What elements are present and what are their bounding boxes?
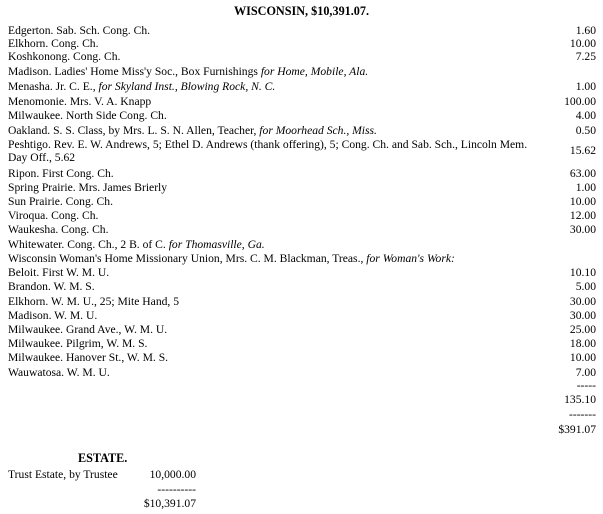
entry-amount: 30.00: [569, 309, 596, 322]
list-item: [8, 280, 596, 293]
entry-text: Ripon. First Cong. Ch.: [8, 167, 114, 180]
section-heading: WISCONSIN, $10,391.07.: [233, 4, 370, 18]
entry-text: Wisconsin Woman's Home Missionary Union, Mrs. C. M. Blackman, Treas.,: [8, 252, 367, 265]
entry-text: Milwaukee. Hanover St., W. M. S.: [8, 351, 169, 364]
entry-text: Milwaukee. Grand Ave., W. M. U.: [8, 323, 168, 336]
entry-text: Waukesha. Cong. Ch.: [8, 223, 109, 236]
entry-text: Whitewater. Cong. Ch., 2 B. of C.: [8, 238, 169, 251]
entry-text: Elkhorn. W. M. U., 25; Mite Hand, 5: [8, 295, 180, 308]
entry-text: Wauwatosa. W. M. U.: [8, 366, 110, 379]
list-item: [8, 238, 596, 251]
total-rule: -------: [568, 408, 596, 421]
total-row: [8, 423, 596, 436]
entry-amount: 7.00: [575, 366, 596, 379]
entry-amount: 18.00: [569, 337, 596, 350]
list-item: [8, 80, 596, 93]
list-item: [8, 223, 596, 236]
list-item: [8, 124, 596, 137]
entry-purpose: for Skyland Inst., Blowing Rock, N. C.: [98, 80, 276, 93]
entry-amount: 12.00: [569, 209, 596, 222]
list-item: [8, 266, 596, 279]
entry-purpose: for Moorhead Sch., Miss.: [259, 124, 377, 137]
total-amount: $391.07: [558, 423, 596, 436]
entry-amount: 100.00: [564, 95, 596, 108]
entry-text: Viroqua. Cong. Ch.: [8, 209, 99, 222]
entry-amount: 5.00: [575, 280, 596, 293]
entry-amount: 10.00: [569, 37, 596, 50]
entry-text: Koshkonong. Cong. Ch.: [8, 50, 121, 63]
subtotal-amount: 135.10: [564, 393, 596, 406]
entry-text: Elkhorn. Cong. Ch.: [8, 37, 99, 50]
entry-text: Beloit. First W. M. U.: [8, 266, 110, 279]
entry-purpose: for Woman's Work:: [366, 252, 455, 265]
entry-text: Madison. Ladies' Home Miss'y Soc., Box Furnishings: [8, 65, 261, 78]
list-item: [8, 323, 596, 336]
estate-amount: 10,000.00: [149, 468, 196, 481]
entry-text: Spring Prairie. Mrs. James Brierly: [8, 181, 168, 194]
entry-amount: 10.00: [569, 351, 596, 364]
estate-label: Trust Estate, by Trustee: [8, 468, 118, 481]
list-item: [8, 295, 596, 308]
entry-text: Oakland. S. S. Class, by Mrs. L. S. N. Allen, Teacher,: [8, 124, 260, 137]
entry-amount: 30.00: [569, 223, 596, 236]
entry-text: Milwaukee. Pilgrim, W. M. S.: [8, 337, 148, 350]
entry-amount: 10.10: [569, 266, 596, 279]
entry-amount: 1.00: [575, 181, 596, 194]
list-item: [8, 65, 596, 78]
list-item: [8, 209, 596, 222]
list-item: [8, 50, 596, 63]
list-item: [8, 24, 596, 37]
entry-amount: 30.00: [569, 295, 596, 308]
entry-text: Milwaukee. North Side Cong. Ch.: [8, 109, 167, 122]
entry-text: Edgerton. Sab. Sch. Cong. Ch.: [8, 24, 151, 37]
estate-heading: ESTATE.: [78, 451, 128, 465]
entry-amount: 10.00: [569, 195, 596, 208]
subtotal-rule: -----: [576, 379, 596, 392]
entry-purpose: for Home, Mobile, Ala.: [260, 65, 369, 78]
list-item: [8, 309, 596, 322]
list-item: [8, 95, 596, 108]
entry-text: Sun Prairie. Cong. Ch.: [8, 195, 113, 208]
entry-amount: 63.00: [569, 167, 596, 180]
entry-text: Brandon. W. M. S.: [8, 280, 95, 293]
list-item: [8, 337, 596, 350]
entry-text: Menasha. Jr. C. E.,: [8, 80, 99, 93]
list-item: [8, 252, 596, 265]
entry-amount: 4.00: [575, 109, 596, 122]
list-item: [8, 37, 596, 50]
list-item: [8, 351, 596, 364]
entry-amount: 15.62: [569, 144, 596, 157]
entry-purpose: for Thomasville, Ga.: [168, 238, 265, 251]
list-item: [8, 109, 596, 122]
entry-amount: 0.50: [575, 124, 596, 137]
entry-amount: 1.60: [575, 24, 596, 37]
list-item: [8, 138, 596, 164]
list-item: [8, 167, 596, 180]
entry-amount: 25.00: [569, 323, 596, 336]
entry-text: Madison. W. M. U.: [8, 309, 98, 322]
list-item: [8, 195, 596, 208]
list-item: [8, 366, 596, 379]
estate-rule: ----------: [157, 483, 196, 496]
entry-text: Peshtigo. Rev. E. W. Andrews, 5; Ethel D. Andrews (thank offering), 5; Cong. Ch. and Sab. Sch., Lincoln Mem. Day Off., 5.62: [8, 138, 528, 164]
grand-total: $10,391.07: [143, 497, 196, 510]
subtotal-row: [8, 393, 596, 406]
list-item: [8, 181, 596, 194]
entry-amount: 1.00: [575, 80, 596, 93]
entry-text: Menomonie. Mrs. V. A. Knapp: [8, 95, 152, 108]
entry-amount: 7.25: [575, 50, 596, 63]
